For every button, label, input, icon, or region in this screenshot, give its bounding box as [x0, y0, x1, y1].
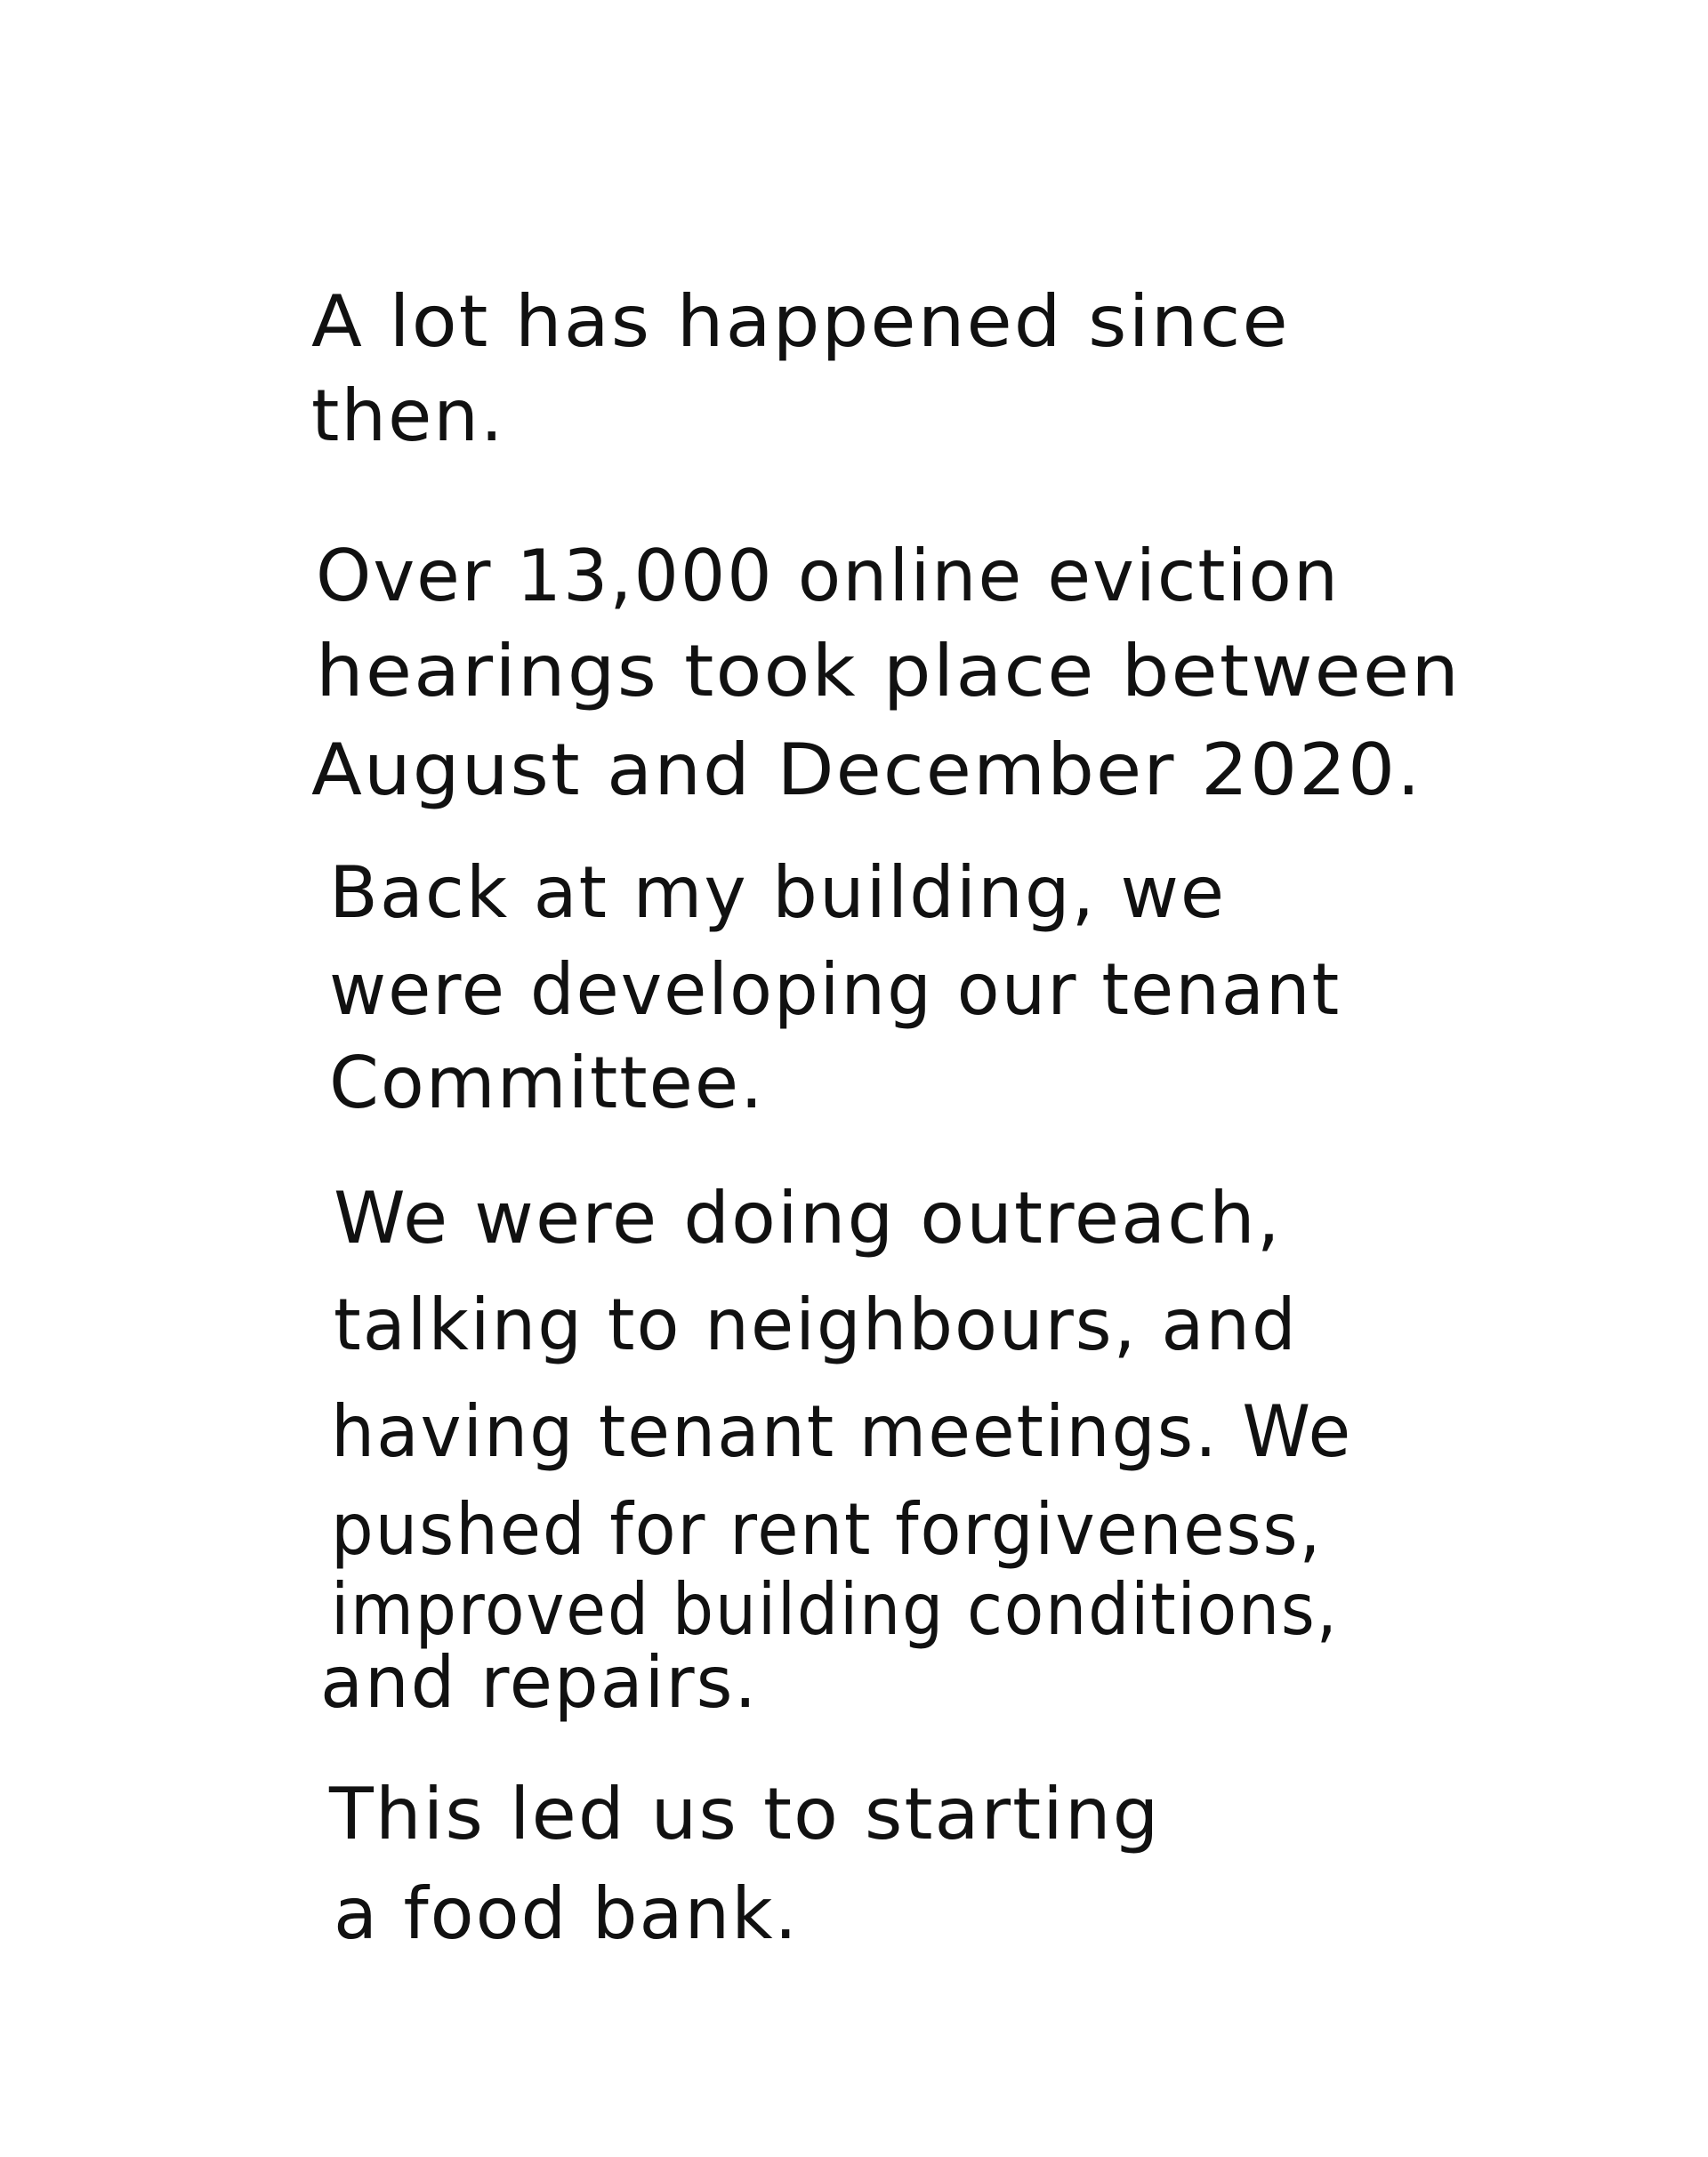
text-line: This led us to starting: [329, 1773, 1161, 1855]
text-line: and repairs.: [320, 1641, 759, 1724]
text-line: Over 13,000 online eviction: [316, 535, 1341, 617]
text-line: improved building conditions,: [331, 1568, 1339, 1651]
text-line: hearings took place between: [316, 630, 1462, 712]
text-line: Back at my building, we: [329, 851, 1227, 934]
text-line: pushed for rent forgiveness,: [331, 1488, 1323, 1571]
text-line: A lot has happened since: [311, 280, 1290, 363]
text-line: talking to neighbours, and: [334, 1284, 1298, 1366]
text-line: August and December 2020.: [311, 728, 1422, 811]
text-line: then.: [311, 374, 505, 457]
text-line: having tenant meetings. We: [331, 1390, 1353, 1473]
text-line: were developing our tenant: [329, 948, 1341, 1031]
text-line: We were doing outreach,: [334, 1177, 1282, 1260]
text-line: Committee.: [329, 1042, 765, 1124]
text-line: a food bank.: [334, 1872, 799, 1955]
